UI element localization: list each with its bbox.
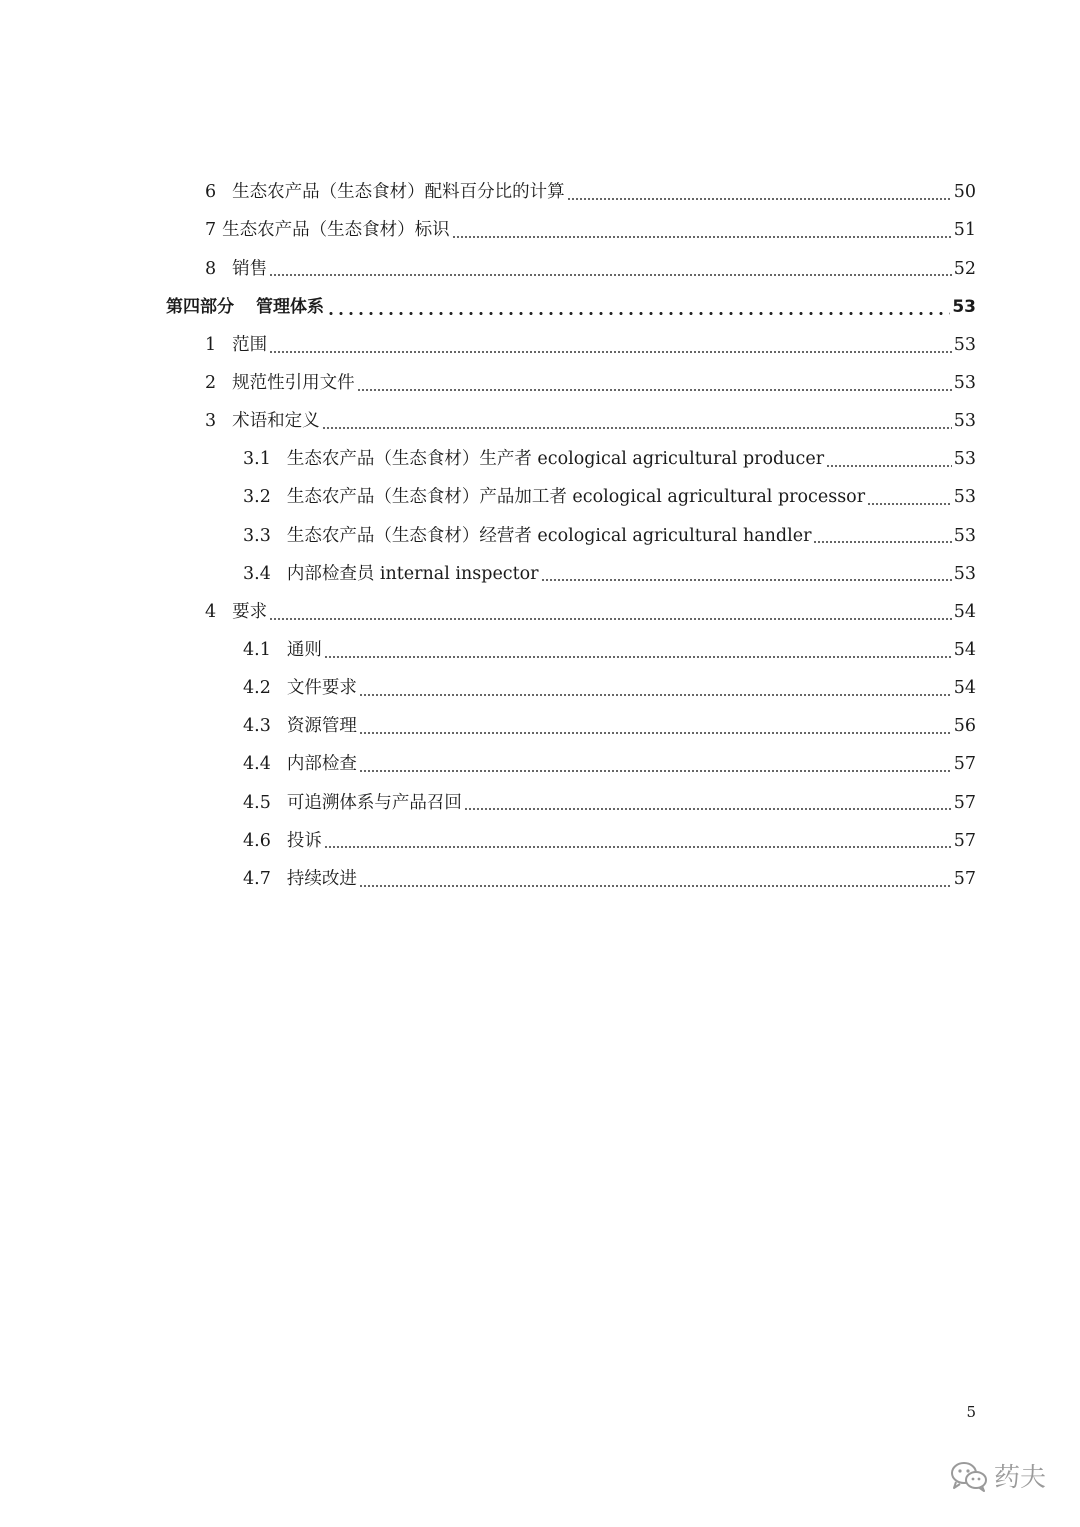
toc-dot-leader (324, 656, 952, 658)
toc-entry-title: 生态农产品（生态食材）产品加工者 ecological agricultural processor (286, 487, 866, 508)
toc-dot-leader (464, 808, 952, 810)
table-of-contents (0, 174, 1080, 899)
toc-entry-title: 生态农产品（生态食材）生产者 ecological agricultural producer (286, 449, 825, 470)
toc-entry[interactable] (0, 365, 1080, 403)
toc-entry-title: 资源管理 (286, 716, 357, 737)
toc-entry-number: 3 (205, 411, 217, 432)
toc-entry[interactable] (0, 288, 1080, 326)
toc-dot-leader (322, 427, 952, 429)
toc-dot-leader (357, 389, 952, 391)
toc-entry[interactable] (0, 746, 1080, 784)
toc-dot-leader (826, 465, 952, 467)
toc-entry[interactable] (0, 861, 1080, 899)
toc-dot-leader (452, 236, 952, 238)
toc-dot-leader (359, 885, 952, 887)
toc-entry-number: 6 (205, 182, 217, 203)
toc-entry-number: 4.3 (243, 716, 271, 737)
toc-entry[interactable] (0, 670, 1080, 708)
watermark (950, 1457, 1046, 1494)
toc-entry-page: 53 (953, 449, 976, 470)
toc-entry-page: 50 (953, 182, 976, 203)
toc-dot-leader (813, 541, 951, 543)
wechat-icon (950, 1460, 988, 1492)
toc-entry-page: 53 (953, 563, 976, 584)
toc-entry-title: 内部检查员 internal inspector (286, 563, 539, 584)
toc-entry-page: 53 (953, 334, 976, 355)
toc-entry-number: 3.1 (243, 449, 271, 470)
toc-dot-leader (269, 618, 952, 620)
toc-entry-page: 53 (953, 525, 976, 546)
toc-dot-leader (567, 198, 952, 200)
toc-entry-number: 1 (205, 334, 217, 355)
toc-entry[interactable] (0, 441, 1080, 479)
toc-entry-title: 范围 (232, 334, 268, 355)
toc-dot-leader (867, 503, 952, 505)
toc-entry-page: 51 (953, 220, 976, 241)
toc-entry-number: 4.1 (243, 640, 271, 660)
toc-entry-page: 54 (953, 640, 976, 660)
toc-entry-title: 投诉 (286, 830, 322, 851)
toc-dot-leader (359, 694, 952, 696)
toc-entry[interactable] (0, 212, 1080, 250)
toc-entry-title: 规范性引用文件 (232, 373, 355, 394)
toc-entry-number: 4.5 (243, 792, 271, 813)
toc-entry-number: 3.2 (243, 487, 271, 508)
toc-entry[interactable] (0, 632, 1080, 670)
toc-entry-title: 生态农产品（生态食材）标识 (222, 220, 450, 241)
toc-entry-number: 4.2 (243, 678, 271, 699)
watermark-text: 药夫 (994, 1463, 1047, 1493)
toc-entry-page: 57 (953, 830, 976, 851)
toc-entry-number: 4.6 (243, 830, 271, 851)
toc-entry[interactable] (0, 822, 1080, 860)
toc-entry-number: 8 (205, 258, 217, 279)
toc-dot-leader (359, 732, 952, 734)
toc-entry[interactable] (0, 555, 1080, 593)
toc-entry-number: 2 (205, 373, 217, 394)
toc-entry-title: 内部检查 (286, 754, 357, 775)
toc-entry[interactable] (0, 517, 1080, 555)
toc-entry-number: 第四部分 (166, 296, 234, 317)
toc-entry-number: 4 (205, 601, 217, 622)
toc-entry[interactable] (0, 327, 1080, 365)
toc-entry-number: 4.7 (243, 868, 271, 889)
toc-entry-title: 管理体系 (256, 296, 324, 317)
toc-entry-title: 销售 (232, 258, 268, 279)
toc-entry-title: 术语和定义 (232, 411, 320, 432)
toc-entry-title: 生态农产品（生态食材）配料百分比的计算 (232, 182, 565, 203)
toc-entry-number: 4.4 (243, 754, 271, 775)
toc-entry[interactable] (0, 708, 1080, 746)
toc-entry-page: 52 (953, 258, 976, 279)
toc-entry-number: 3.4 (243, 563, 271, 584)
toc-dot-leader (269, 351, 952, 353)
toc-entry[interactable] (0, 403, 1080, 441)
toc-dot-leader (326, 312, 950, 315)
toc-entry[interactable] (0, 784, 1080, 822)
toc-entry-page: 53 (953, 373, 976, 394)
toc-dot-leader (541, 579, 952, 581)
toc-entry-number: 7 (205, 220, 217, 241)
toc-entry-title: 通则 (286, 640, 322, 660)
toc-entry-title: 文件要求 (286, 678, 357, 699)
toc-entry-page: 57 (953, 868, 976, 889)
toc-entry-title: 持续改进 (286, 868, 357, 889)
toc-entry-number: 3.3 (243, 525, 271, 546)
toc-entry-page: 53 (953, 487, 976, 508)
toc-entry-page: 57 (953, 754, 976, 775)
toc-entry-title: 生态农产品（生态食材）经营者 ecological agricultural handler (286, 525, 812, 546)
toc-entry-title: 可追溯体系与产品召回 (286, 792, 462, 813)
toc-entry-title: 要求 (232, 601, 268, 622)
toc-entry-page: 56 (953, 716, 976, 737)
toc-entry[interactable] (0, 174, 1080, 212)
page-number: 5 (966, 1403, 976, 1421)
toc-entry[interactable] (0, 479, 1080, 517)
toc-dot-leader (359, 770, 952, 772)
toc-entry[interactable] (0, 594, 1080, 632)
toc-entry-page: 54 (953, 601, 976, 622)
toc-dot-leader (324, 846, 952, 848)
toc-entry-page: 57 (953, 792, 976, 813)
toc-entry-page: 53 (952, 296, 976, 317)
toc-entry[interactable] (0, 250, 1080, 288)
toc-entry-page: 53 (953, 411, 976, 432)
toc-entry-page: 54 (953, 678, 976, 699)
toc-dot-leader (269, 274, 952, 276)
